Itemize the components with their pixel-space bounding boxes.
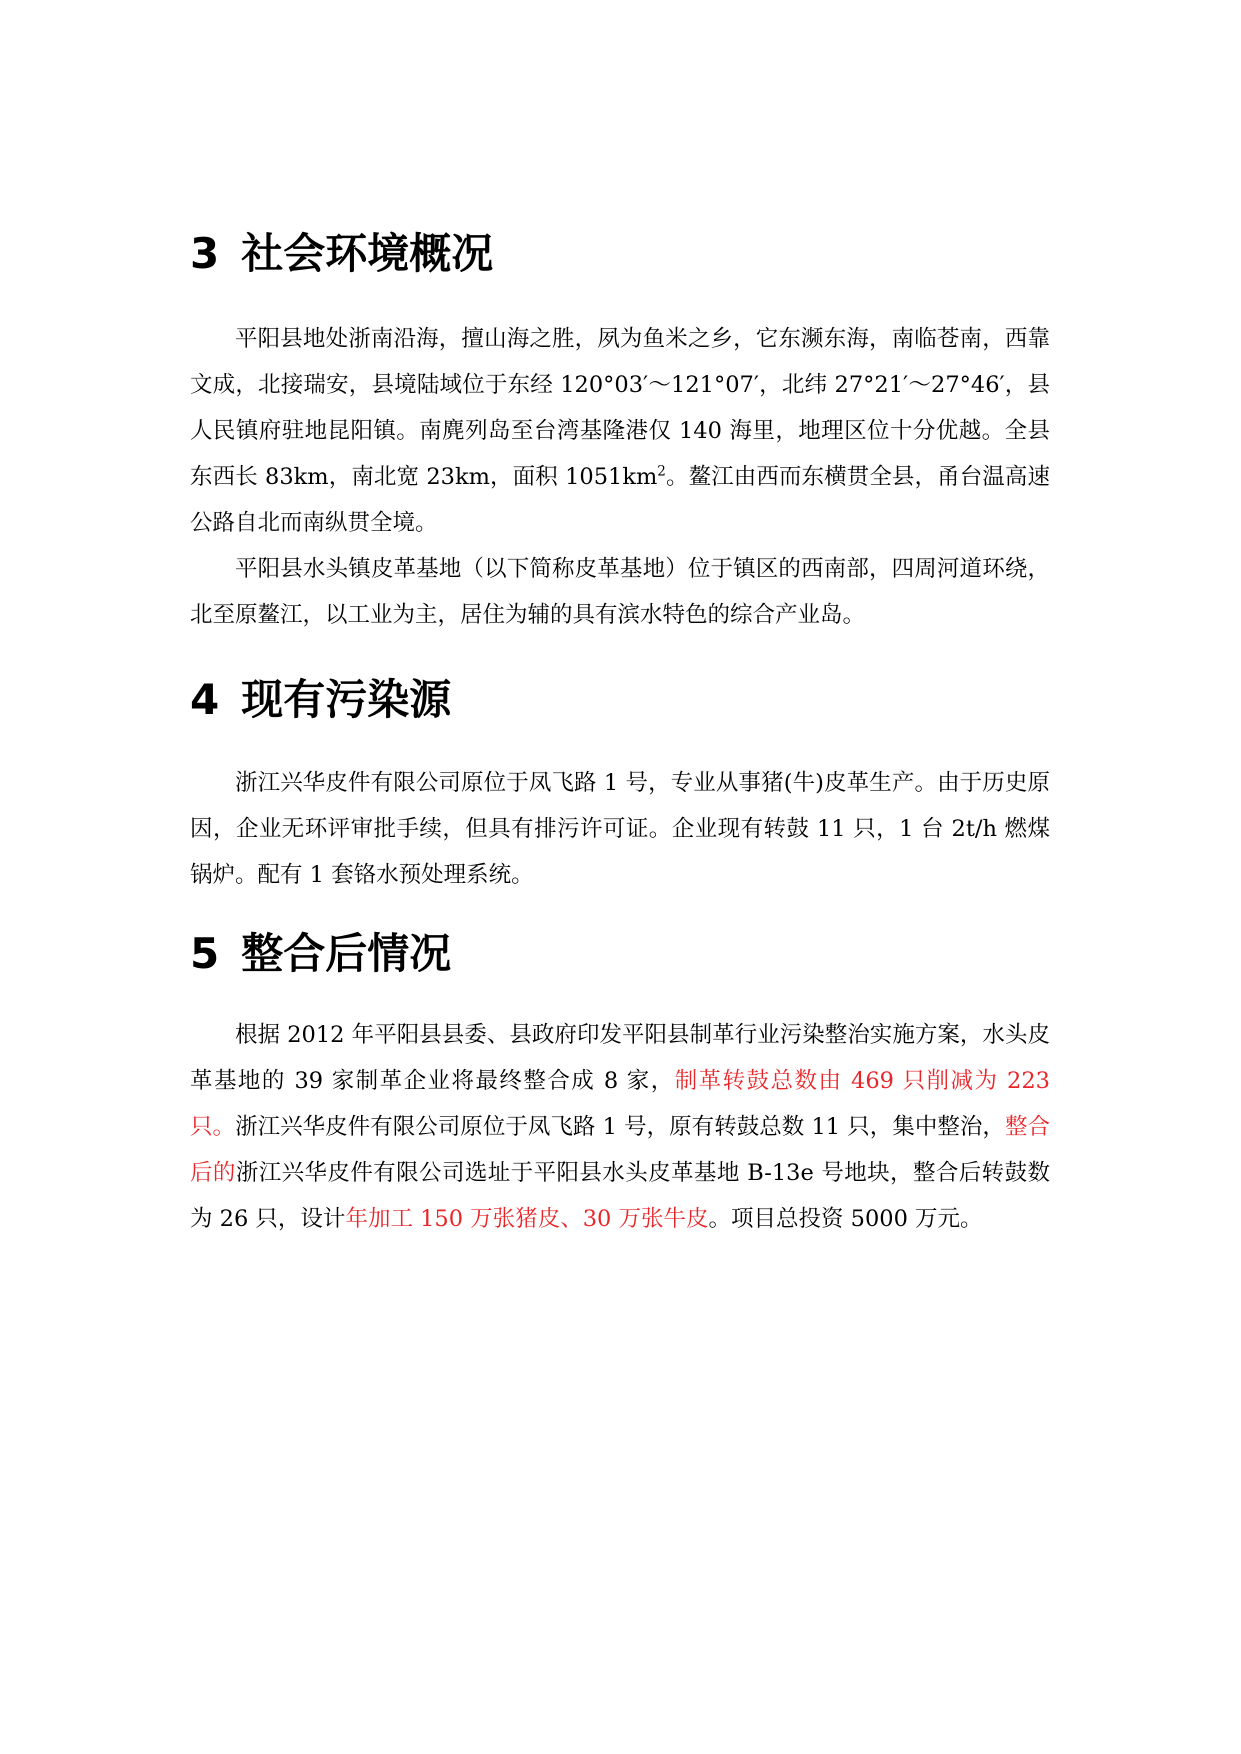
document-page	[190, 226, 1050, 1242]
section-heading-3	[190, 226, 1050, 282]
paragraph-text: 浙江兴华皮件有限公司原位于凤飞路 1 号，原有转鼓总数 11 只，集中整治，	[235, 1114, 1005, 1140]
section-title: 现有污染源	[241, 675, 452, 724]
section-title: 社会环境概况	[241, 229, 494, 278]
section-number: 5	[190, 929, 220, 978]
section-number: 4	[190, 675, 220, 724]
highlighted-text: 年加工 150 万张猪皮、30 万张牛皮	[345, 1206, 709, 1232]
highlighted-text: 整合后的	[190, 1114, 1050, 1186]
paragraph-leather-base: 平阳县水头镇皮革基地（以下简称皮革基地）位于镇区的西南部，四周河道环绕，北至原鳌江，以工业为主，居住为辅的具有滨水特色的综合产业岛。	[190, 556, 1050, 628]
paragraph-text: 浙江兴华皮件有限公司选址于平阳县水头皮革基地 B-13e 号地块，整合后转鼓数为 26 只，设计	[190, 1160, 1050, 1232]
section-heading-5	[190, 926, 1050, 982]
paragraph-text: 。鳌江由西而东横贯全县，甬台温高速公路自北而南纵贯全境。	[190, 464, 1050, 536]
paragraph-pollution-sources: 浙江兴华皮件有限公司原位于凤飞路 1 号，专业从事猪(牛)皮革生产。由于历史原因，企业无环评审批手续，但具有排污许可证。企业现有转鼓 11 只，1 台 2t/h 燃煤锅炉。配有 1 套铬水预处理系统。	[190, 770, 1050, 888]
paragraph-text: 根据 2012 年平阳县县委、县政府印发平阳县制革行业污染整治实施方案，水头皮革基地的 39 家制革企业将最终整合成 8 家，	[190, 1022, 1050, 1094]
section-number: 3	[190, 229, 220, 278]
highlighted-text: 制革转鼓总数由 469 只削减为 223 只。	[190, 1068, 1050, 1140]
paragraph-text: 平阳县地处浙南沿海，擅山海之胜，夙为鱼米之乡，它东濒东海，南临苍南，西靠文成，北接瑞安，县境陆域位于东经 120°03′～121°07′，北纬 27°21′～27°46′，县人民镇府驻地昆阳镇。南麂列岛至台湾基隆港仅 140 海里，地理区位十分优越。全县东西长 83km，南北宽 23km，面积 1051km	[190, 326, 1050, 490]
paragraph-post-integration	[190, 1012, 1050, 1242]
paragraph-text: 。项目总投资 5000 万元。	[708, 1206, 983, 1232]
paragraph-location	[190, 316, 1050, 546]
superscript: 2	[657, 463, 666, 480]
section-title: 整合后情况	[241, 929, 452, 978]
section-heading-4	[190, 672, 1050, 728]
